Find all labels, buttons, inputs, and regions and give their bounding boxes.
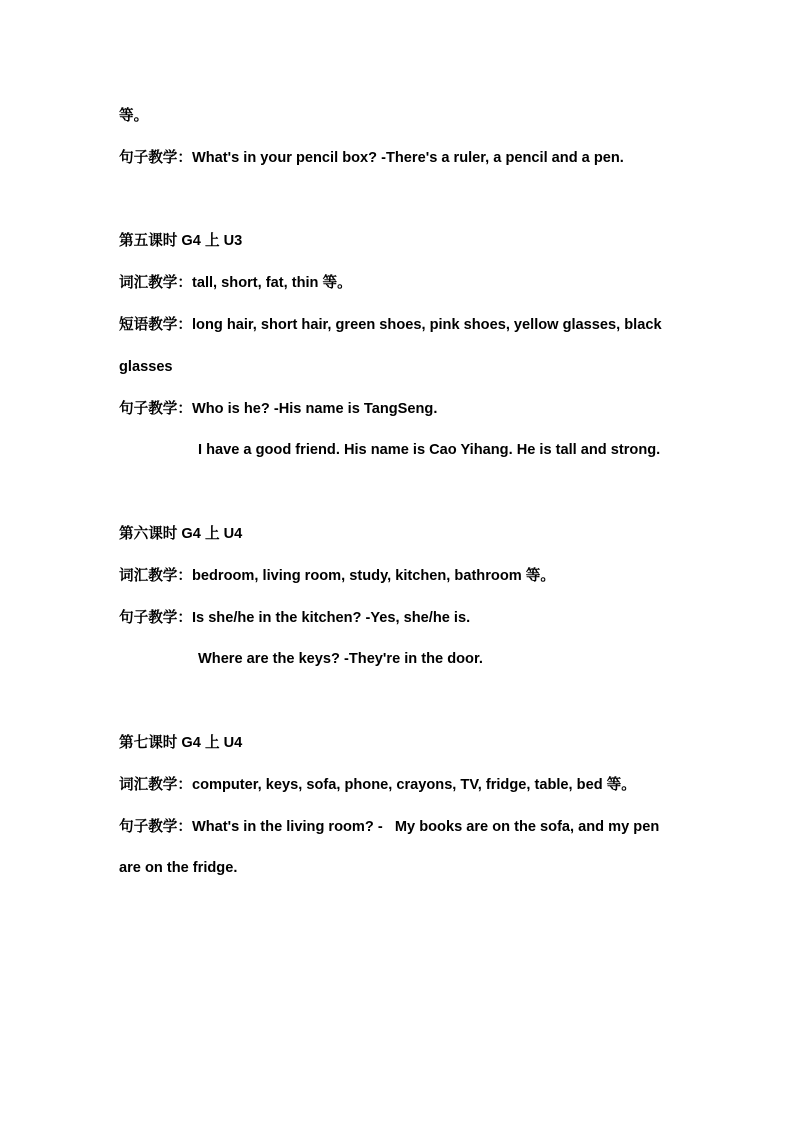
section-lesson-7 (119, 723, 681, 890)
block-spacer (119, 681, 681, 723)
document-text-body (119, 96, 681, 890)
lesson-heading: 第七课时 G4 上 U4 (119, 734, 243, 751)
lesson-heading: 第六课时 G4 上 U4 (119, 525, 243, 542)
section-carryover (119, 96, 681, 180)
vocabulary-line: 词汇教学：bedroom, living room, study, kitchen, bathroom 等。 (119, 567, 555, 584)
section-lesson-6 (119, 514, 681, 681)
sentence-line: 句子教学：What's in the living room? - My books are on the sofa, and my pen are on the fridge. (119, 818, 664, 877)
lesson-heading: 第五课时 G4 上 U3 (119, 233, 243, 250)
section-lesson-5 (119, 221, 681, 472)
block-spacer (119, 472, 681, 514)
block-spacer (119, 180, 681, 222)
sentence-line-indented: I have a good friend. His name is Cao Yihang. He is tall and strong. (198, 442, 661, 459)
vocabulary-line: 词汇教学：computer, keys, sofa, phone, crayons, TV, fridge, table, bed 等。 (119, 776, 636, 793)
paragraph-line: 句子教学：What's in your pencil box? -There's a ruler, a pencil and a pen. (119, 149, 624, 166)
phrase-line: 短语教学：long hair, short hair, green shoes, pink shoes, yellow glasses, black glasses (119, 316, 666, 375)
sentence-line-indented: Where are the keys? -They're in the door. (198, 651, 483, 668)
vocabulary-line: 词汇教学：tall, short, fat, thin 等。 (119, 275, 352, 292)
sentence-line: 句子教学：Who is he? -His name is TangSeng. (119, 400, 438, 417)
paragraph-line: 等。 (119, 108, 149, 124)
sentence-line: 句子教学：Is she/he in the kitchen? -Yes, she/he is. (119, 609, 471, 626)
